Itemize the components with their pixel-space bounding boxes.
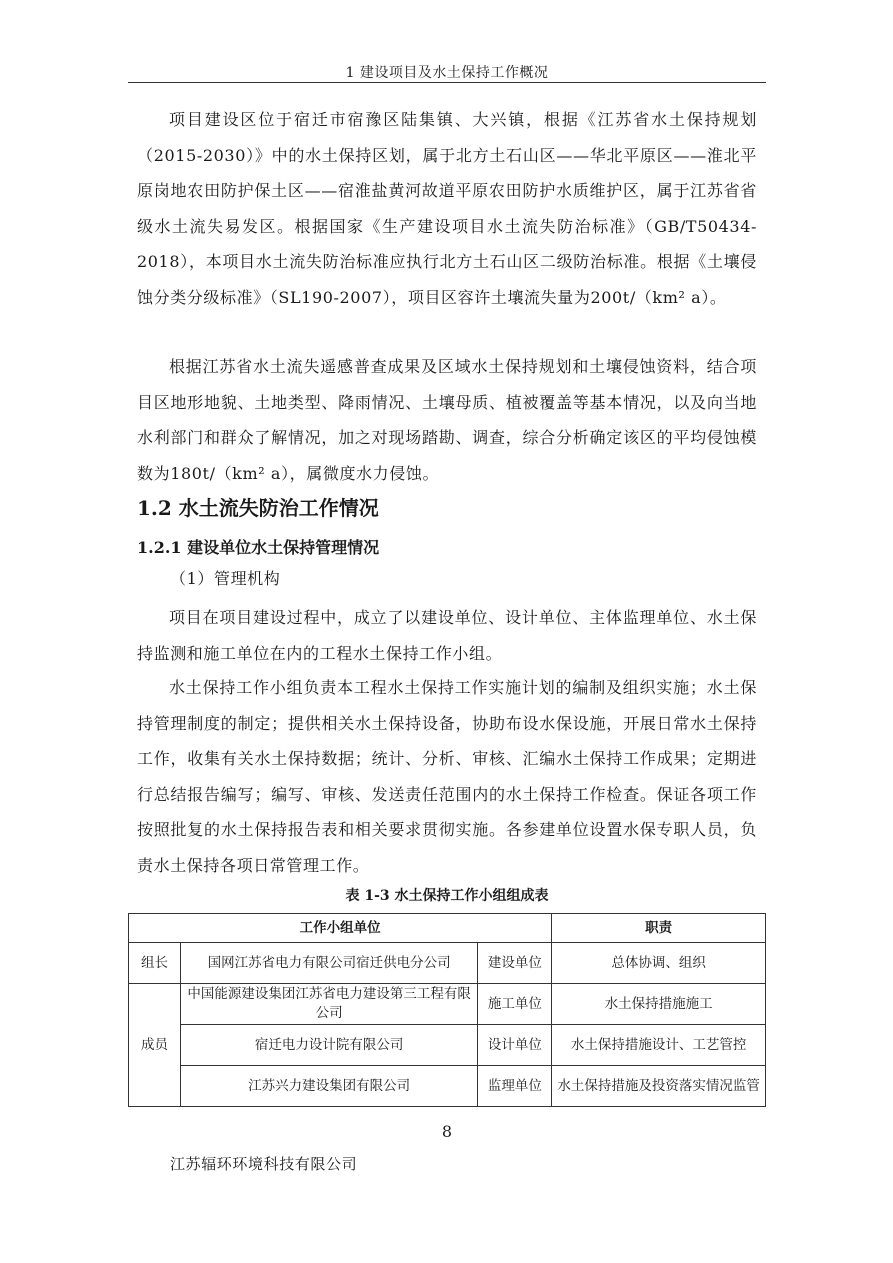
table-cell-type: 监理单位 bbox=[478, 1066, 552, 1107]
footer-company-name: 江苏辐环环境科技有限公司 bbox=[170, 1155, 358, 1173]
table-cell-role: 组长 bbox=[129, 943, 181, 984]
table-header-duty: 职责 bbox=[552, 914, 766, 943]
table-cell-duty: 水土保持措施施工 bbox=[552, 984, 766, 1025]
header-rule bbox=[128, 82, 766, 83]
section-heading-1-2: 1.2 水土流失防治工作情况 bbox=[137, 496, 379, 520]
table-cell-role: 成员 bbox=[129, 984, 181, 1107]
list-item-management-org: （1）管理机构 bbox=[170, 569, 281, 588]
table-cell-unit: 国网江苏省电力有限公司宿迁供电分公司 bbox=[180, 943, 477, 984]
table-cell-unit: 宿迁电力设计院有限公司 bbox=[180, 1025, 477, 1066]
running-header: 1 建设项目及水土保持工作概况 bbox=[345, 65, 549, 81]
table-header-row bbox=[129, 914, 766, 943]
table-row bbox=[129, 984, 766, 1025]
table-row bbox=[129, 943, 766, 984]
table-cell-duty: 水土保持措施及投资落实情况监管 bbox=[552, 1066, 766, 1107]
table-caption: 表 1-3 水土保持工作小组组成表 bbox=[345, 888, 549, 904]
paragraph-project-area: 项目建设区位于宿迁市宿豫区陆集镇、大兴镇，根据《江苏省水土保持规划（2015-2030）》中的水土保持区划，属于北方土石山区——华北平原区——淮北平原岗地农田防护保土区——宿淮盐黄河故道平原农田防护水质维护区，属于江苏省省级水土流失易发区。根据国家《生产建设项目水土流失防治标准》（GB/T50434-2018），本项目水土流失防治标准应执行北方土石山区二级防治标准。根据《土壤侵蚀分类分级标准》（SL190-2007），项目区容许土壤流失量为200t/（km² a）。 bbox=[137, 110, 757, 307]
paragraph-working-group: 项目在项目建设过程中，成立了以建设单位、设计单位、主体监理单位、水土保持监测和施工单位在内的工程水土保持工作小组。 bbox=[137, 608, 757, 663]
table-row bbox=[129, 1025, 766, 1066]
table-cell-type: 设计单位 bbox=[478, 1025, 552, 1066]
paragraph-group-duties: 水土保持工作小组负责本工程水土保持工作实施计划的编制及组织实施；水土保持管理制度的制定；提供相关水土保持设备，协助布设水保设施，开展日常水土保持工作，收集有关水土保持数据；统计、分析、审核、汇编水土保持工作成果；定期进行总结报告编写；编写、审核、发送责任范围内的水土保持工作检查。保证各项工作按照批复的水土保持报告表和相关要求贯彻实施。各参建单位设置水保专职人员，负责水土保持各项日常管理工作。 bbox=[137, 678, 757, 875]
table-cell-duty: 总体协调、组织 bbox=[552, 943, 766, 984]
page-number: 8 bbox=[441, 1122, 453, 1141]
table-cell-duty: 水土保持措施设计、工艺管控 bbox=[552, 1025, 766, 1066]
table-row bbox=[129, 1066, 766, 1107]
working-group-table bbox=[128, 913, 766, 1107]
table-header-unit: 工作小组单位 bbox=[129, 914, 552, 943]
paragraph-erosion-modulus: 根据江苏省水土流失遥感普查成果及区域水土保持规划和土壤侵蚀资料，结合项目区地形地貌、土地类型、降雨情况、土壤母质、植被覆盖等基本情况，以及向当地水利部门和群众了解情况，加之对现场踏勘、调查，综合分析确定该区的平均侵蚀模数为180t/（km² a），属微度水力侵蚀。 bbox=[137, 357, 757, 483]
table-cell-unit: 中国能源建设集团江苏省电力建设第三工程有限公司 bbox=[180, 984, 477, 1025]
table-cell-unit: 江苏兴力建设集团有限公司 bbox=[180, 1066, 477, 1107]
table-cell-type: 建设单位 bbox=[478, 943, 552, 984]
table-cell-type: 施工单位 bbox=[478, 984, 552, 1025]
subsection-heading-1-2-1: 1.2.1 建设单位水土保持管理情况 bbox=[137, 538, 380, 557]
